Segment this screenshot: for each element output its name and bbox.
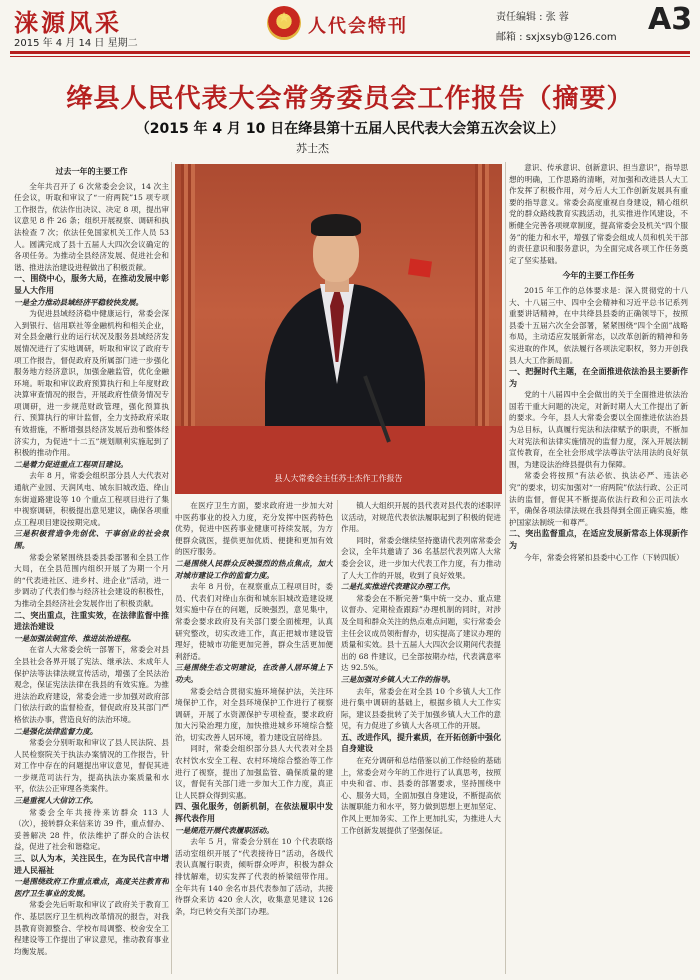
point-lead: 一是规范开展代表履职活动。 [175, 825, 274, 835]
subsection-heading: 二、突出监督重点，在适应发展新常态上体现新作为 [509, 529, 688, 550]
national-emblem-icon: ★ [267, 6, 301, 40]
point-lead: 一是全力推动县域经济平稳较快发展。 [14, 297, 144, 307]
body-paragraph: 常委会结合贯彻实施环境保护法，关注环境保护工作，对全县环境保护工作进行了视察调研，开展了水资源保护专项检查，要求政府加大污染治理力度，加快推进城乡环境综合整治，切实改善人居环境，着力建设宜居绛县。 [175, 686, 333, 742]
masthead-rule-thin [10, 56, 690, 57]
body-paragraph: 同时，常委会继续坚持邀请代表列席常委会会议，全年共邀请了 36 名基层代表列席人大常委会会议，进一步加大代表工作力度，有力推动了人大工作的开展，收到了良好效果。 [341, 535, 501, 580]
body-paragraph: 常委会先后听取和审议了政府关于教育工作、基层医疗卫生机构改革情况的报告，对我县教育资源整合、学校布局调整、校舍安全工程建设等工作提出了审议意见，推动教育事业均衡发展。 [14, 900, 169, 956]
subsection-heading: 二、突出重点，注重实效，在法律监督中推进法治建设 [14, 610, 169, 632]
body-paragraph: 意识、传承意识、创新意识、担当意识”，指导思想的明确，工作思路的清晰，对加强和改进县人大工作发挥了积极作用，对今后人大工作创新发展具有重要的指导意义。常委会高度重视自身建设，精心组织党的群众路线教育实践活动，扎实推进作风建设，不断健全完善各项规章制度，提高常委会及机关“四个服务”的能力和水平，增强了常委会组成人员和机关干部的责任意识和服务意识，为全面完成各项工作任务奠定了坚实基础。 [509, 163, 688, 265]
column-name: 人代会特刊 [308, 16, 408, 37]
point-lead: 二是围绕人民群众反映强烈的热点焦点，加大对城市建设工作的监督力度。 [175, 558, 333, 580]
body-paragraph: 常委会全年共接待来访群众 113 人（次），接转群众来信来访 39 件，重点督办、妥善解决 28 件，依法维护了群众的合法权益，促进了社会和谐稳定。 [14, 807, 169, 852]
point-lead: 三是围绕生态文明建设，在改善人居环境上下功夫。 [175, 663, 333, 684]
body-paragraph: 在省人大常委会统一部署下，常委会对县全县社会各界开展了宪法、继承法、未成年人保护法等法律法规宣传活动，增强了全民法治观念，保证宪法法律在我县的有效实施。为推进法治政府建设，常委会进一步加强对政府部门依法行政的监督检查，督促政府及其部门严格依法办事，营造良好的法治环境。 [14, 645, 169, 724]
subsection-heading: 三、以人为本，关注民生，在为民代言中增进人民福祉 [14, 854, 169, 875]
body-paragraph: 党的十八届四中全会做出的关于全面推进依法治国若干重大问题的决定，对新时期人大工作提出了新的要求。今年，县人大常委会要以全面推进依法治县为总目标，认真履行宪法和法律赋予的职责，不断加大对宪法和法律实施情况的监督力度，深入开展法制宣传教育，在全社会形成学法尊法守法用法的良好氛围，为建设法治绛县提供有力保障。 [509, 390, 688, 469]
article-headline: 绛县人民代表大会常务委员会工作报告（摘要） [66, 84, 634, 114]
body-paragraph: 全年共召开了 6 次常委会会议，14 次主任会议，听取和审议了“一府两院”15 项专项工作报告，依法作出决议、决定 8 项，提出审议意见 8 件 26 条；组织开展视察、调研和执法检查 7 次；依法任免国家机关工作人员 53 人。圆满完成了县十五届人大四次会议确定的各项任务。为推动全县经济发展、促进社会和谐、推进法治建设进程做出了积极贡献。 [14, 181, 169, 272]
editor-email: 邮箱 : sxjxsyb@126.com [496, 32, 617, 43]
point-lead: 二是着力促进重点工程项目建设。 [14, 459, 128, 469]
body-paragraph: 在医疗卫生方面，要求政府进一步加大对中医药事业的投入力度，充分发挥中医药特色优势，促进中医药事业健康可持续发展，为方便群众就医，提供更加优质、便捷和更加有效的医疗服务。 [175, 501, 333, 557]
column-divider [505, 162, 506, 974]
body-paragraph: 2015 年工作的总体要求是：深入贯彻党的十八大、十八届三中、四中全会精神和习近平总书记系列重要讲话精神，在中共绛县县委的正确领导下，按照县委十五届六次全会部署，紧紧围绕“四个全面”战略布局，主动适应发展新常态，以改革创新的精神和务实进取的作风，依法履行各项法定职权，努力开创我县人大工作新局面。 [509, 285, 688, 365]
masthead-rule [10, 51, 690, 54]
editor-credit: 责任编辑 : 张 蓉 [496, 12, 569, 23]
subsection-heading: 一、把握时代主题，在全面推进依法治县主要新作为 [509, 367, 688, 388]
text-column-1 [14, 162, 169, 974]
body-paragraph: 去年 8 月份，在视察重点工程项目时，委员、代表们对绛山东街和城东旧城改造建设规划实施中存在的问题，反映强烈，意见集中，常委会要求政府及有关部门要全面梳理，认真研究整改，切实改进工作，真正把城市建设管理好，使城市功能更加完善，群众生活更加便利舒适。 [175, 582, 333, 661]
body-paragraph: 去年 8 月，常委会组织部分县人大代表对通航产业园、天润风电、城东旧城改造、绛山东街道路建设等 10 个重点工程项目进行了集中视察调研，积极提出意见建议，确保各项重点工程项目建设按期完成。 [14, 471, 169, 527]
body-paragraph: 去年 5 月，常委会分别在 10 个代表联络活动室组织开展了“代表接待日”活动，各级代表认真履行职责，倾听群众呼声，积极为群众排忧解难，切实发挥了代表的桥梁纽带作用。全年共有 140 余名市县代表参加了活动，共接待群众来访 420 余人次，收集意见建议 126 条，均已转交有关部门办理。 [175, 837, 333, 916]
column-divider [337, 500, 338, 974]
body-paragraph: 为促进县域经济稳中健康运行，常委会深入到银行、信用联社等金融机构和相关企业，对全县金融行业的运行状况及服务县域经济发展情况进行了实地调研，听取和审议了政府专项工作报告，督促政府及所属部门进一步强化服务地方经济意识，加强金融监管，优化金融环境。听取和审议政府预算执行和上年度财政决算审查情况的报告，开展政府性债务情况专项调研，进一步规范财政管理，强化预算执行、预算执行的审计监督，全力支持政府采取有效措施，不断增强县经济发展后劲和整体经济实力，为促进“十二五”规划顺利实施起到了积极的推动作用。 [14, 309, 169, 458]
subsection-heading: 四、强化服务，创新机制，在依法履职中发挥代表作用 [175, 802, 333, 824]
photo-caption: 县人大常委会主任苏士杰作工作报告 [274, 474, 403, 483]
masthead [0, 0, 700, 50]
body-paragraph: 今年，常委会将紧扣县委中心工作（下转四版） [524, 552, 684, 562]
point-lead: 三是重视人大信访工作。 [14, 796, 98, 806]
body-paragraph: 在充分调研和总结借鉴以前工作经验的基础上，常委会对今年的工作进行了认真思考，按照中央和省、市、县委的部署要求，坚持围绕中心、服务大局，全面加强自身建设，不断提高依法履职能力和水平，努力做到思想上更加坚定、作风上更加务实、工作上更加扎实，为推进人大工作创新发展提供了坚强保证。 [341, 756, 501, 835]
hair-graphic [311, 214, 361, 236]
text-column-4 [509, 162, 688, 974]
text-column-2 [175, 500, 333, 974]
point-lead: 三是积极营造争先创优、干事创业的社会氛围。 [14, 529, 169, 550]
paper-name: 涞源风采 [14, 8, 122, 37]
body-paragraph: 常委会紧紧围绕县委县委部署和全县工作大局，在全县范围内组织开展了为期一个月的“代表进社区、进乡村、进企业”活动，进一步调动了代表们参与经济社会建设的积极性，为推动全县经济社会发展作出了积极贡献。 [14, 552, 169, 608]
body-paragraph: 常委会将按照“有法必依、执法必严、违法必究”的要求，切实加强对“一府两院”依法行政、公正司法的监督，督促其不断提高依法行政和公正司法水平，确保各项法律法规在我县得到全面正确实施，维护国家法制统一和尊严。 [509, 471, 688, 527]
point-lead: 一是加强法制宣传、推进法治进程。 [14, 633, 136, 643]
section-heading: 过去一年的主要工作 [55, 167, 128, 176]
article-subhead: （2015 年 4 月 10 日在绛县第十五届人民代表大会第五次会议上） [135, 121, 565, 137]
column-divider [171, 162, 172, 974]
point-lead: 三是加强对乡镇人大工作的指导。 [341, 674, 455, 684]
subsection-heading: 一、围绕中心，服务大局，在推动发展中彰显人大作用 [14, 274, 169, 295]
body-paragraph: 镇人大组织开展的县代表对县代表的述职评议活动，对规范代表依法履职起到了积极的促进作用。 [341, 501, 501, 534]
page-number: A3 [648, 2, 693, 37]
point-lead: 二是扎实推进代表建议办理工作。 [341, 582, 455, 592]
section-heading: 今年的主要工作任务 [562, 271, 635, 281]
issue-date: 2015 年 4 月 14 日 星期二 [14, 38, 138, 49]
point-lead: 一是围绕政府工作重点难点，高度关注教育和医疗卫生事业的发展。 [14, 877, 169, 898]
body-paragraph: 去年，常委会在对全县 10 个乡镇人大工作进行集中调研的基础上，根据乡镇人大工作实际，建议县委批转了关于加强乡镇人大工作的意见，有力促进了乡镇人大各项工作的开展。 [341, 686, 501, 731]
text-column-3 [341, 500, 501, 974]
body-paragraph: 同时，常委会组织部分县人大代表对全县农村饮水安全工程、农村环境综合整治等工作进行了视察，提出了加强监管、确保质量的建议，督促有关部门进一步加大工作力度，真正让人民群众得到实惠。 [175, 744, 333, 800]
speaker-photo [175, 164, 502, 494]
article-byline: 苏士杰 [296, 142, 329, 155]
body-paragraph: 常委会分别听取和审议了县人民法院、县人民检察院关于执法办案情况的工作报告，针对工作中存在的问题提出审议意见，督促其进一步规范司法行为，提高执法办案质量和水平，依法公正审理各类案件。 [14, 738, 169, 794]
point-lead: 二是强化法律监督力度。 [14, 726, 98, 736]
flag-graphic [408, 259, 432, 278]
subsection-heading: 五、改进作风，提升素质，在开拓创新中强化自身建设 [341, 732, 501, 754]
body-paragraph: 常委会在不断完善“集中统一交办、重点建议督办、定期检查跟踪”办理机制的同时，对涉及全局和群众关注的热点难点问题，实行常委会主任会议成员领衔督办，切实提高了建议办理的质量和实效。县十五届人大四次会议期间代表提出的 68 件建议，已全部按期办结，代表满意率达 92.5%。 [341, 593, 501, 673]
